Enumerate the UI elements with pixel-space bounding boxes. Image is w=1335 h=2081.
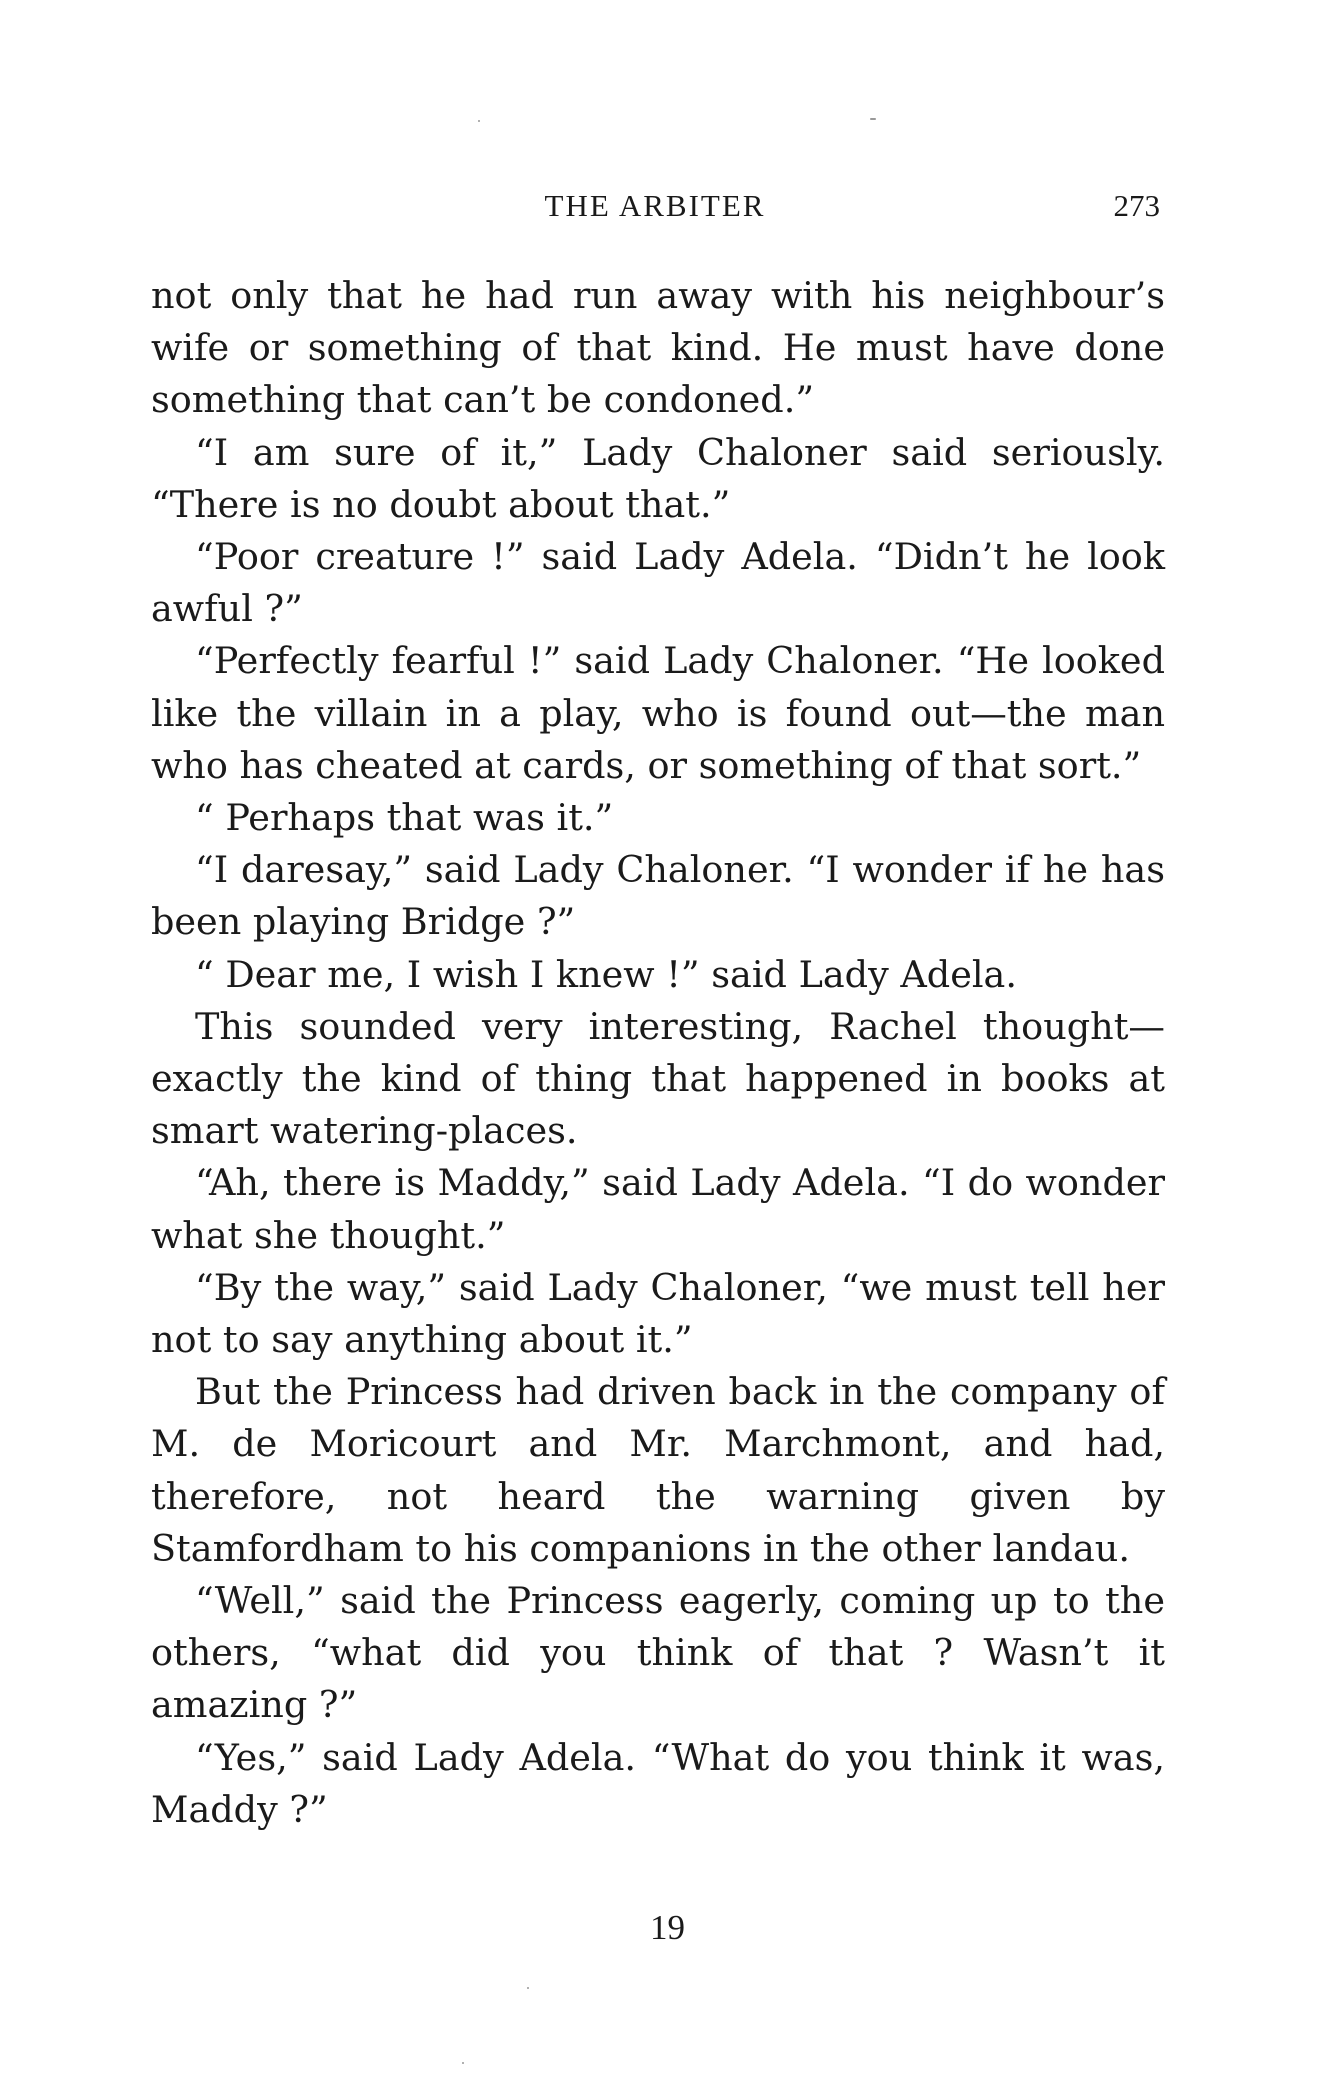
running-header	[150, 188, 1160, 232]
paragraph-13: “Yes,” said Lady Adela. “What do you think it was, Maddy ?”	[151, 1735, 1165, 1831]
paragraph-11: But the Princess had driven back in the company of M. de Moricourt and Mr. Marchmont, and had, therefore, not heard the warning given by Stamfordham to his companions in the other landau.	[151, 1370, 1165, 1570]
paper-speck	[462, 2062, 464, 2064]
paragraph-8: This sounded very interesting, Rachel thought—exactly the kind of thing that happened in books at smart watering-places.	[151, 1004, 1165, 1153]
paragraph-10: “By the way,” said Lady Chaloner, “we must tell her not to say anything about it.”	[151, 1265, 1165, 1362]
paragraph-5: “ Perhaps that was it.”	[195, 796, 614, 840]
running-title: THE ARBITER	[544, 188, 766, 223]
page-number: 273	[1113, 188, 1160, 223]
paragraph-4: “Perfectly fearful !” said Lady Chaloner. “He looked like the villain in a play, who is found out—the man who has cheated at cards, or something of that sort.”	[151, 639, 1165, 787]
paragraph-2: “I am sure of it,” Lady Chaloner said seriously. “There is no doubt about that.”	[151, 430, 1165, 526]
paper-speck	[478, 120, 480, 122]
paragraph-1: not only that he had run away with his neighbour’s wife or something of that kind. He must have done something that can’t be condoned.”	[151, 274, 1165, 422]
paragraph-7: “ Dear me, I wish I knew !” said Lady Adela.	[195, 952, 1017, 996]
body-text	[151, 270, 1165, 1836]
paper-speck	[870, 118, 876, 120]
paragraph-6: “I daresay,” said Lady Chaloner. “I wonder if he has been playing Bridge ?”	[151, 848, 1165, 944]
paper-speck	[527, 1987, 529, 1989]
paragraph-3: “Poor creature !” said Lady Adela. “Didn’t he look awful ?”	[151, 535, 1165, 631]
paragraph-9: “Ah, there is Maddy,” said Lady Adela. “I do wonder what she thought.”	[151, 1161, 1165, 1257]
paragraph-12: “Well,” said the Princess eagerly, coming up to the others, “what did you think of that ? Wasn’t it amazing ?”	[151, 1579, 1165, 1727]
signature-mark: 19	[650, 1908, 685, 1947]
